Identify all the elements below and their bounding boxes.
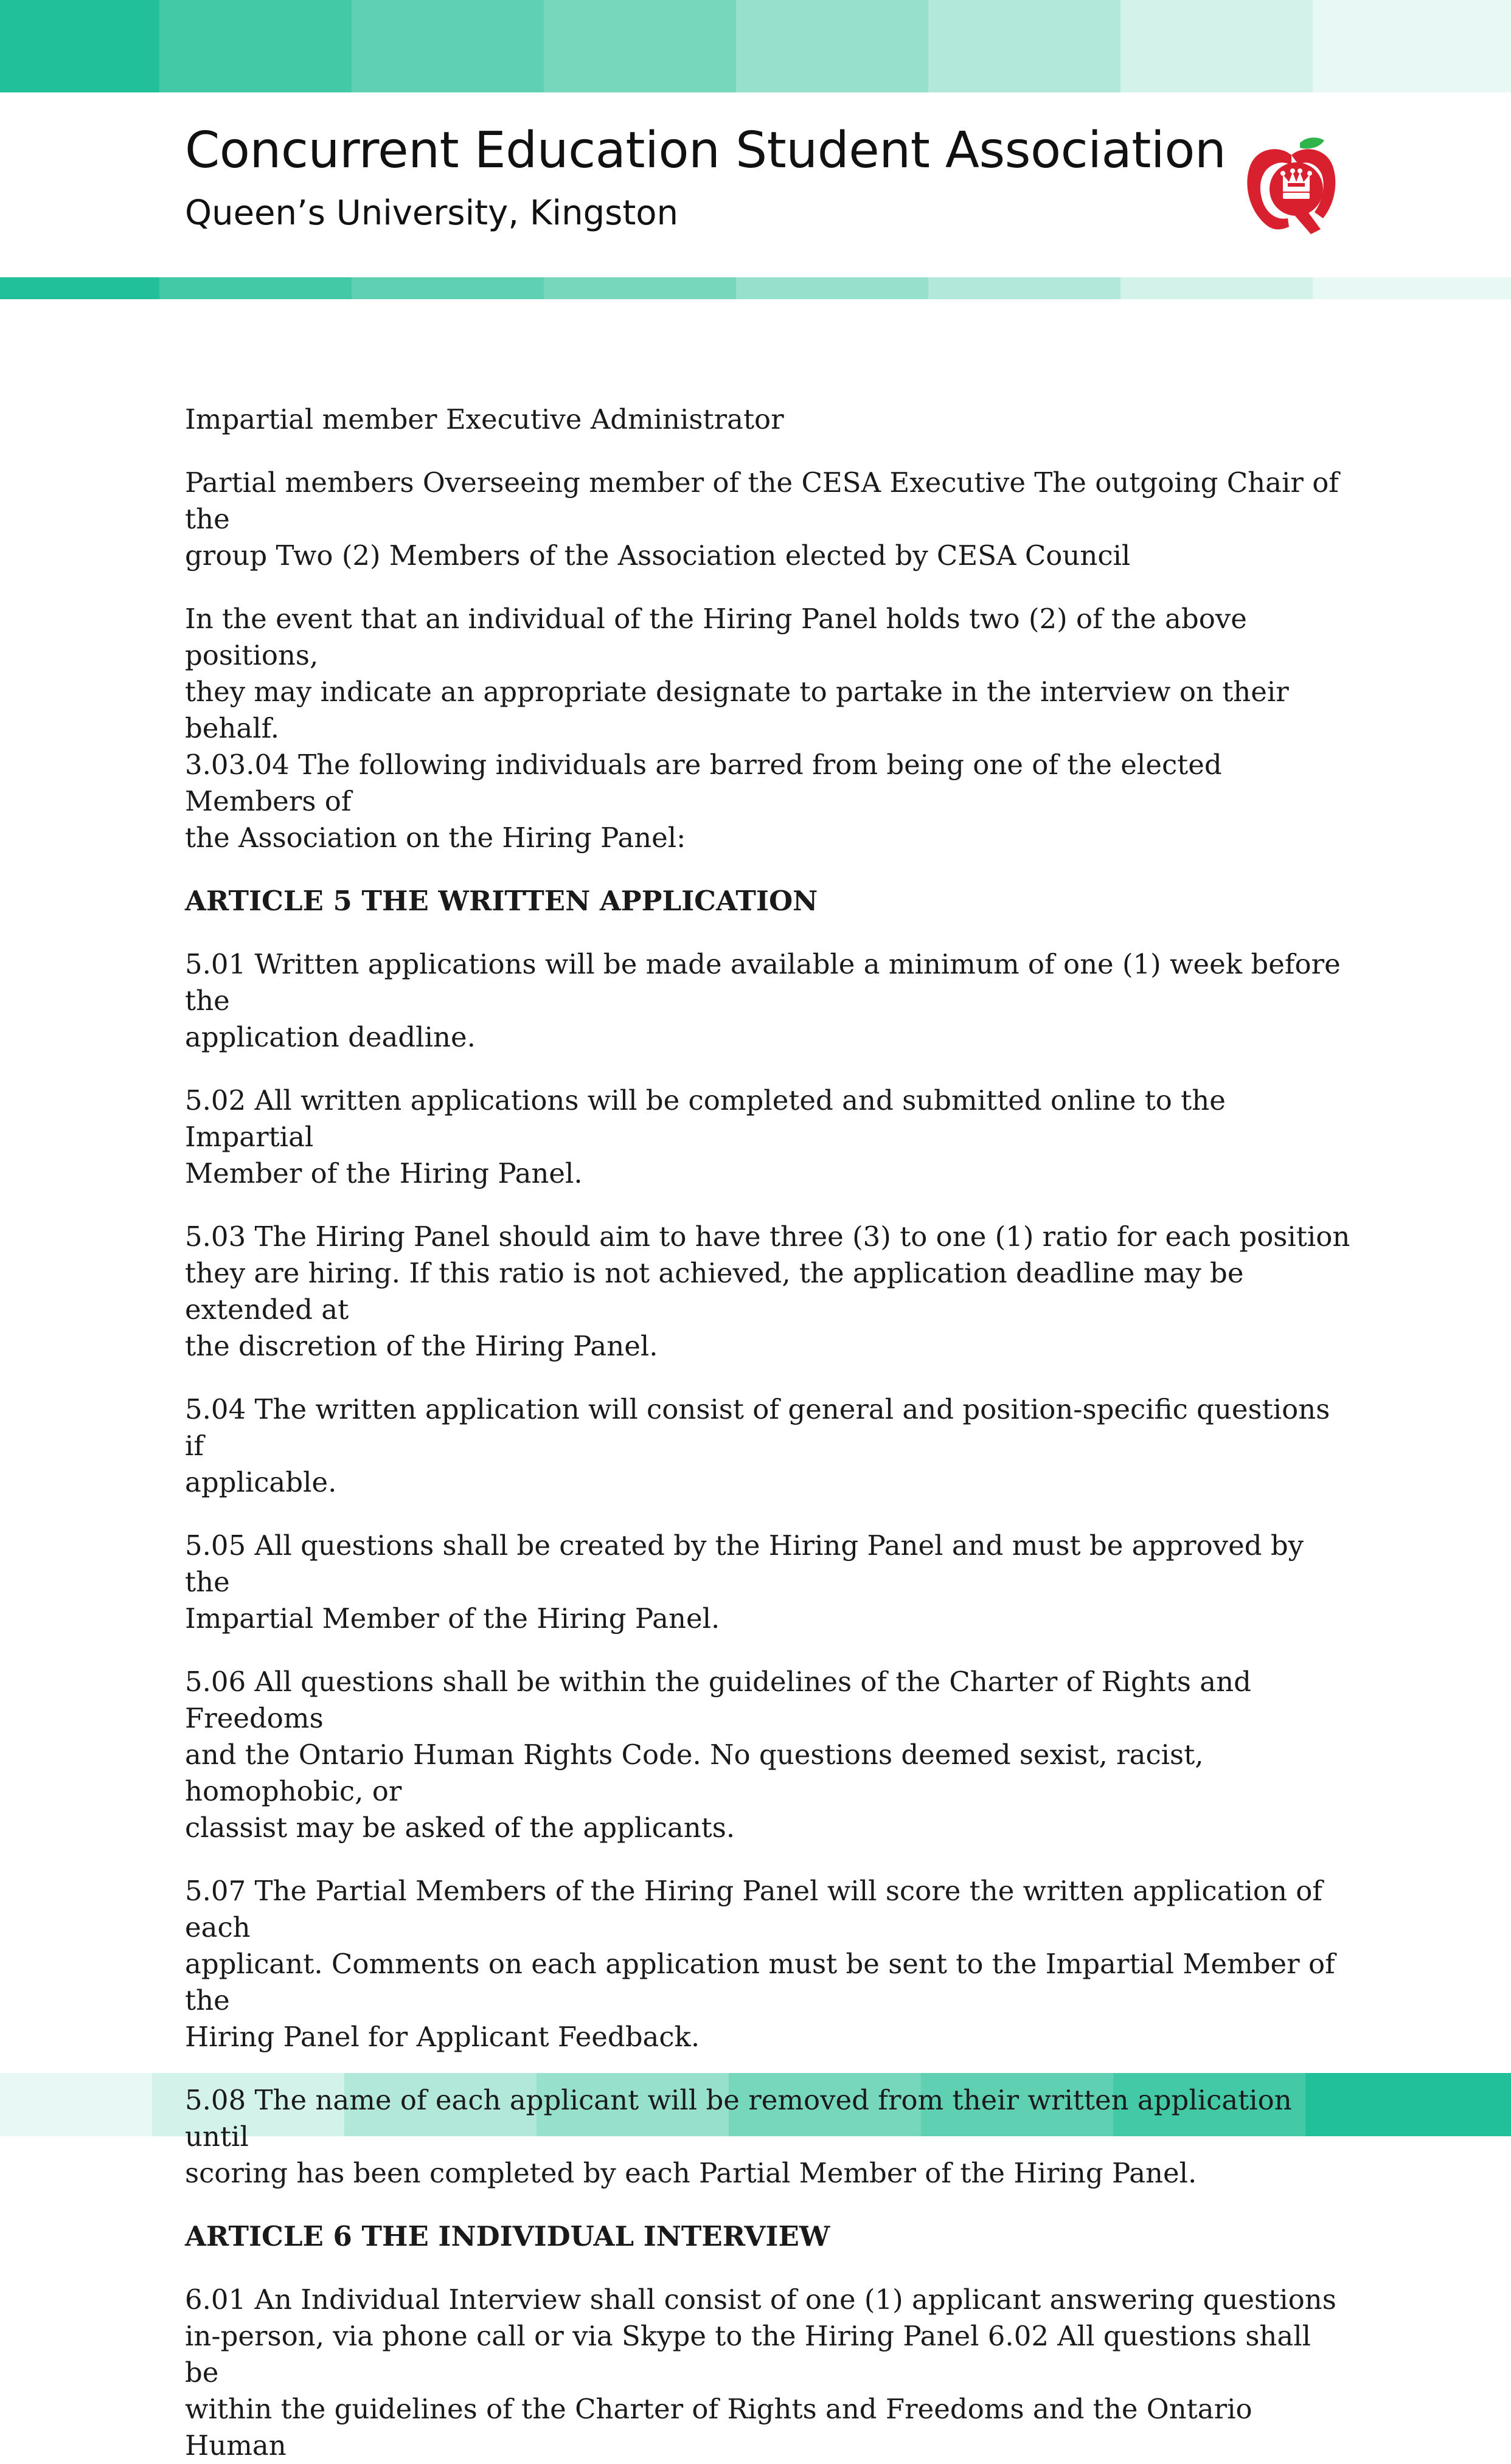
band-segment [0,0,159,92]
document-body [185,401,1353,2464]
band-segment [1120,277,1313,299]
paragraph-designate: In the event that an individual of the Hiring Panel holds two (2) of the above positions, they may indicate an appropriate designate to partake in the interview on their behalf. 3.03.04 The following individuals are barred from being one of the elected Members of the Association on the Hiring Panel: [185,603,1289,854]
band-segment [0,277,159,299]
band-segment [1313,277,1511,299]
band-segment [1313,0,1511,92]
paragraph-impartial-member: Impartial member Executive Administrator [185,403,784,435]
clause-5-04: 5.04 The written application will consist of general and position-specific questions if applicable. [185,1393,1330,1498]
clause-5-01: 5.01 Written applications will be made available a minimum of one (1) week before the application deadline. [185,948,1341,1053]
band-segment [928,277,1120,299]
organization-subtitle: Queen’s University, Kingston [185,193,679,233]
band-segment [0,2073,152,2136]
band-segment [736,0,928,92]
logo-leaf [1300,137,1324,148]
clause-5-03: 5.03 The Hiring Panel should aim to have three (3) to one (1) ratio for each position they are hiring. If this ratio is not achieved, the application deadline may be extended at the discretion of the Hiring Panel. [185,1220,1350,1362]
band-segment [352,277,544,299]
band-segment [1120,0,1313,92]
heading-article-6: ARTICLE 6 THE INDIVIDUAL INTERVIEW [185,2220,830,2252]
organization-title: Concurrent Education Student Association [185,122,1226,179]
band-segment [736,277,928,299]
clause-5-06: 5.06 All questions shall be within the guidelines of the Charter of Rights and Freedoms and the Ontario Human Rights Code. No questions deemed sexist, racist, homophobic, or classist may be asked of the applicants. [185,1666,1251,1844]
paragraph-partial-members: Partial members Overseeing member of the CESA Executive The outgoing Chair of the group Two (2) Members of the Association elected by CESA Council [185,466,1339,572]
band-segment [928,0,1120,92]
heading-article-5: ARTICLE 5 THE WRITTEN APPLICATION [185,885,818,917]
clause-5-02: 5.02 All written applications will be completed and submitted online to the Impartial Member of the Hiring Panel. [185,1084,1226,1189]
band-segment [544,0,736,92]
clause-6-01: 6.01 An Individual Interview shall consist of one (1) applicant answering questions in-person, via phone call or via Skype to the Hiring Panel 6.02 All questions shall be within the guidelines of the Charter of Rights and Freedoms and the Ontario Human [185,2283,1336,2462]
apple-crown-logo-icon [1244,137,1338,237]
header-color-band [0,0,1511,92]
clause-5-08: 5.08 The name of each applicant will be removed from their written application until scoring has been completed by each Partial Member of the Hiring Panel. [185,2084,1292,2189]
band-segment [159,277,352,299]
logo-q-tail [1295,211,1321,234]
band-segment [352,0,544,92]
band-segment [544,277,736,299]
clause-5-07: 5.07 The Partial Members of the Hiring Panel will score the written application of each applicant. Comments on each application must be sent to the Impartial Member of the Hiring Panel for Applicant Feedback. [185,1875,1335,2053]
clause-5-05: 5.05 All questions shall be created by the Hiring Panel and must be approved by the Impartial Member of the Hiring Panel. [185,1529,1304,1635]
header-divider-band [0,277,1511,299]
document-header [185,122,1329,243]
band-segment [159,0,352,92]
